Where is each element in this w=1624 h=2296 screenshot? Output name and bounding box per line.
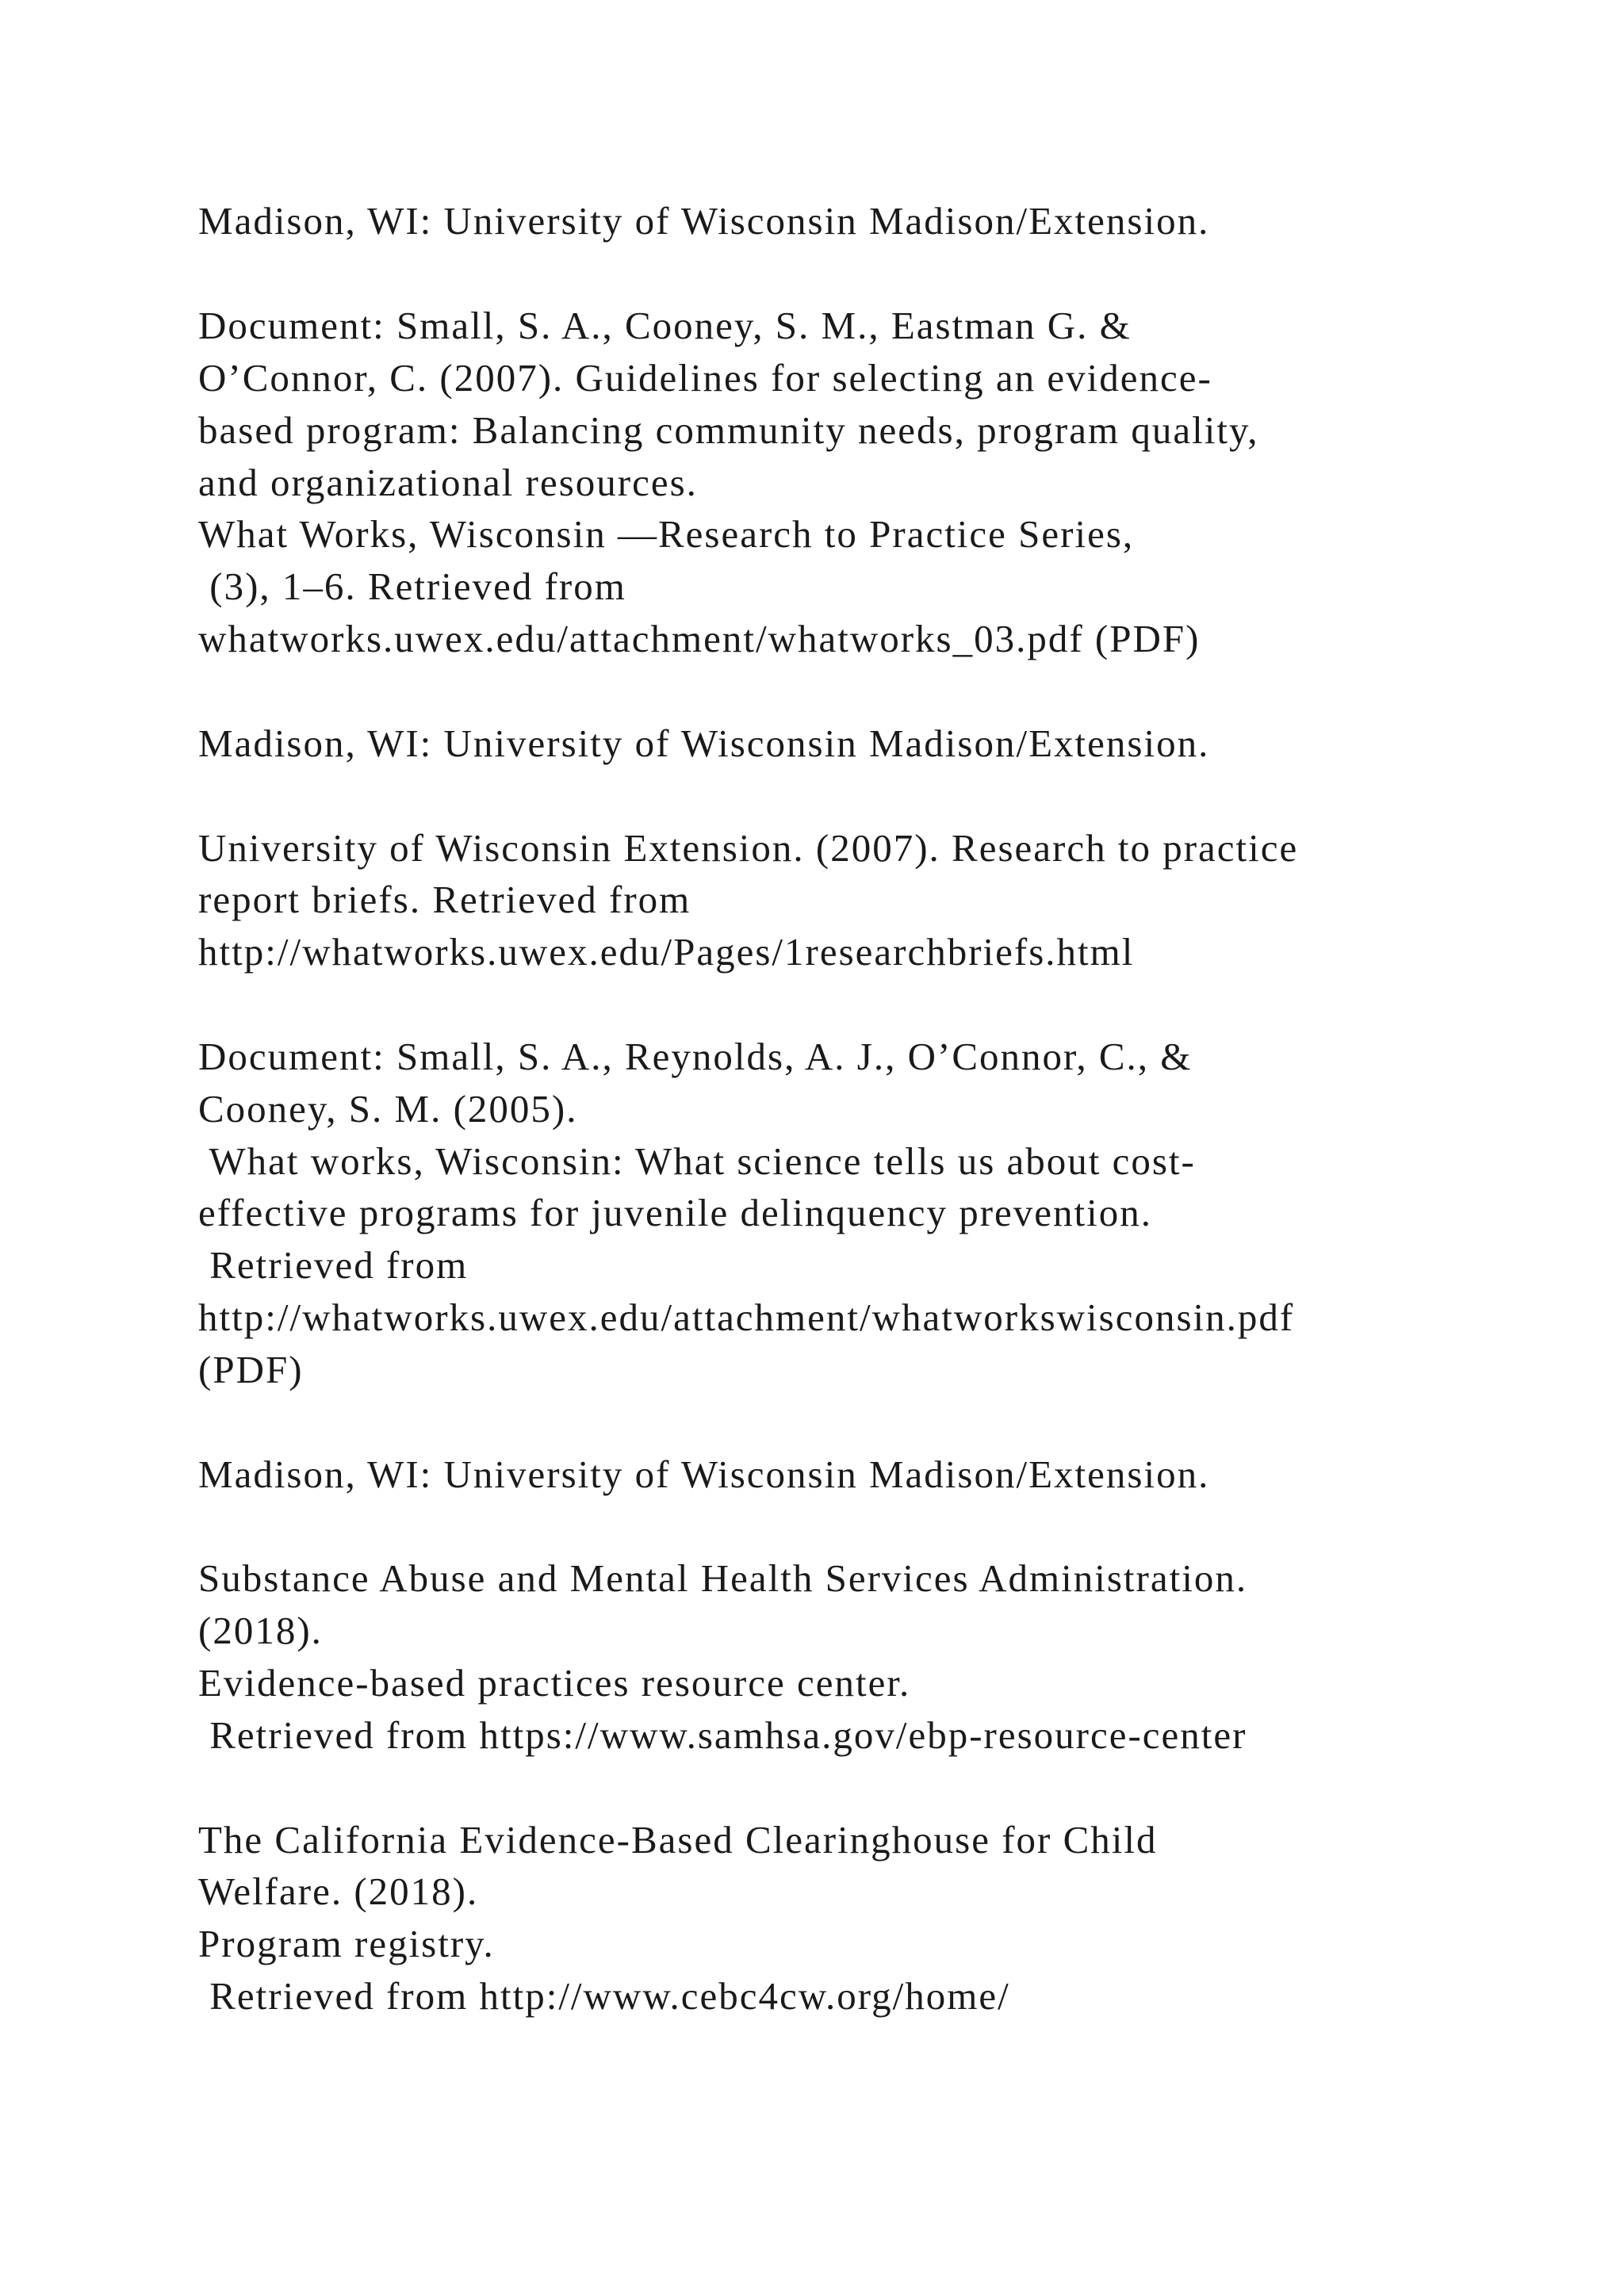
text-line: http://whatworks.uwex.edu/attachment/whatworkswisconsin.pdf xyxy=(198,1295,1295,1339)
text-line: Retrieved from xyxy=(198,1243,469,1287)
text-line: effective programs for juvenile delinquency prevention. xyxy=(198,1191,1153,1234)
text-line: Retrieved from https://www.samhsa.gov/ebp-resource-center xyxy=(198,1713,1247,1757)
text-line: Madison, WI: University of Wisconsin Madison/Extension. xyxy=(198,721,1210,765)
text-line: What works, Wisconsin: What science tells us about cost- xyxy=(198,1139,1196,1183)
text-line: (2018). xyxy=(198,1609,323,1652)
text-line: Document: Small, S. A., Reynolds, A. J., O’Connor, C., & xyxy=(198,1035,1193,1078)
text-line: The California Evidence-Based Clearinghouse for Child xyxy=(198,1818,1158,1862)
text-line: Program registry. xyxy=(198,1922,495,1965)
text-line: report briefs. Retrieved from xyxy=(198,878,691,921)
text-line: based program: Balancing community needs, program quality, xyxy=(198,408,1259,452)
text-line: Welfare. (2018). xyxy=(198,1869,479,1913)
text-line: What Works, Wisconsin —Research to Practice Series, xyxy=(198,512,1135,556)
text-line: and organizational resources. xyxy=(198,461,698,504)
text-line: (PDF) xyxy=(198,1348,304,1391)
text-line: Evidence-based practices resource center. xyxy=(198,1661,911,1705)
text-line: Madison, WI: University of Wisconsin Madison/Extension. xyxy=(198,1452,1210,1496)
text-line: O’Connor, C. (2007). Guidelines for selecting an evidence- xyxy=(198,356,1212,400)
text-line: http://whatworks.uwex.edu/Pages/1researchbriefs.html xyxy=(198,930,1135,974)
text-line: whatworks.uwex.edu/attachment/whatworks_03.pdf (PDF) xyxy=(198,617,1201,660)
text-line: Retrieved from http://www.cebc4cw.org/home/ xyxy=(198,1974,1010,2018)
text-line: (3), 1–6. Retrieved from xyxy=(198,564,626,608)
text-line: University of Wisconsin Extension. (2007). Research to practice xyxy=(198,826,1299,870)
text-line: Document: Small, S. A., Cooney, S. M., Eastman G. & xyxy=(198,304,1132,347)
text-line: Substance Abuse and Mental Health Services Administration. xyxy=(198,1556,1248,1600)
text-line: Madison, WI: University of Wisconsin Madison/Extension. xyxy=(198,199,1210,243)
text-line: Cooney, S. M. (2005). xyxy=(198,1087,578,1131)
